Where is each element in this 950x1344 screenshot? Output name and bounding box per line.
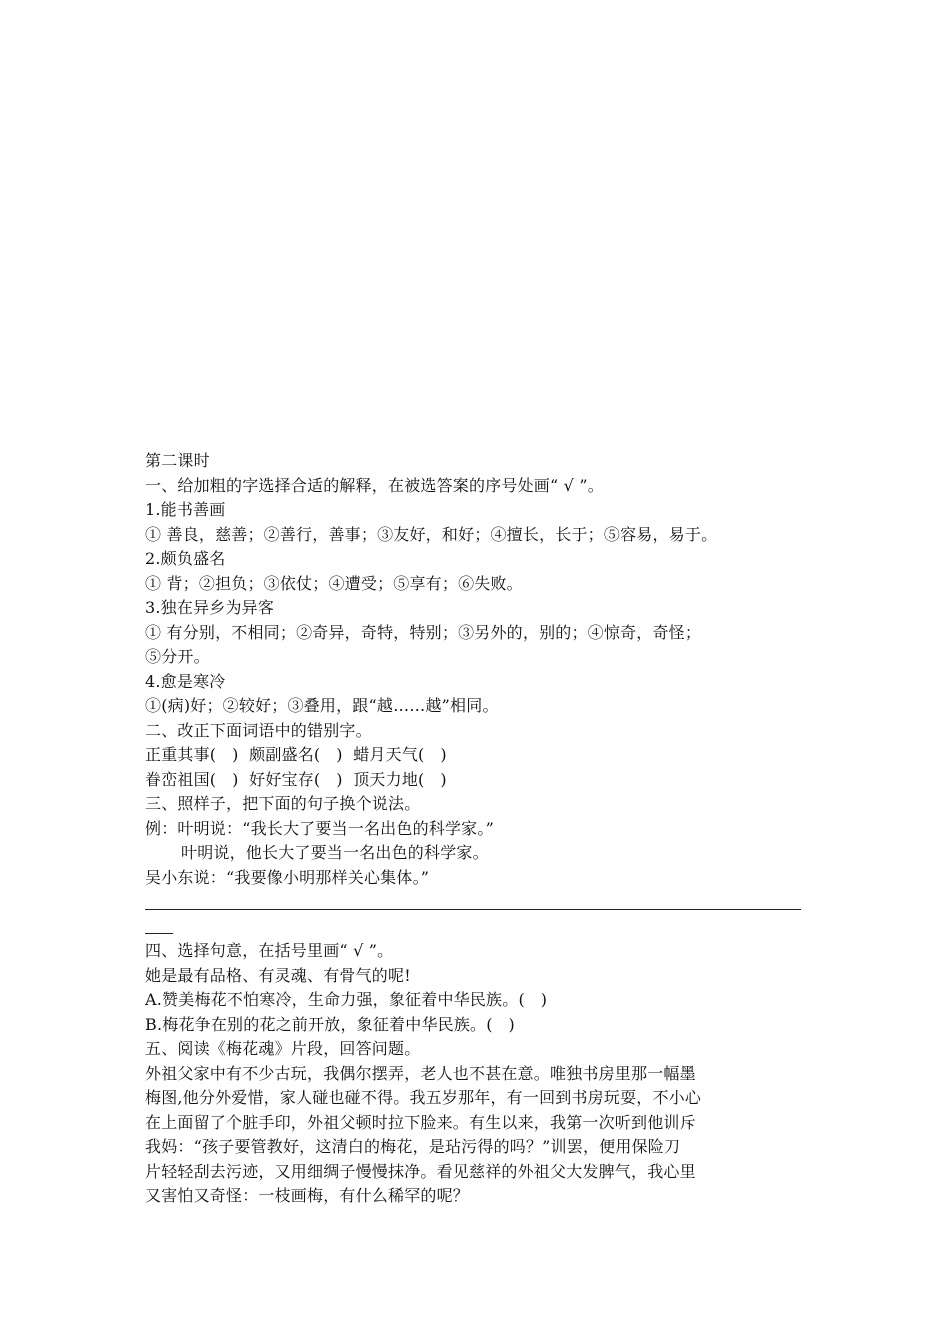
passage-line: 片轻轻刮去污迹，又用细绸子慢慢抹净。看见慈祥的外祖父大发脾气，我心里: [145, 1161, 696, 1181]
section1-item1-options: ① 善良，慈善；②善行，善事；③友好，和好；④擅长，长于；⑤容易，易于。: [145, 524, 718, 544]
answer-rule: [145, 909, 801, 910]
section2-row2: 眷峦祖国( ) 好好宝存( ) 顶天力地( ): [145, 769, 447, 789]
section1-item2-word: 2.颇负盛名: [145, 549, 226, 568]
section4-heading: 四、选择句意，在括号里画“ √ ”。: [145, 941, 394, 960]
passage-line: 又害怕又奇怪：一枝画梅，有什么稀罕的呢？: [145, 1186, 470, 1205]
section1-item4-word: 4.愈是寒冷: [145, 671, 226, 691]
section3-example-answer: 叶明说，他长大了要当一名出色的科学家。: [181, 843, 489, 862]
section1-item3-word: 3.独在异乡为异客: [145, 598, 275, 617]
passage-line: 在上面留了个脏手印，外祖父顿时拉下脸来。有生以来，我第一次听到他训斥: [145, 1112, 696, 1132]
section2-heading: 二、改正下面词语中的错别字。: [145, 720, 372, 740]
answer-line[interactable]: [145, 890, 825, 915]
passage-line: 我妈：“孩子要管教好，这清白的梅花，是玷污得的吗？”训罢，便用保险刀: [145, 1137, 681, 1156]
section1-item3-options: ① 有分别，不相同；②奇异，奇特，特别；③另外的，别的；④惊奇，奇怪；: [145, 622, 702, 642]
section1-item2-options: ① 背；②担负；③依仗；④遭受；⑤享有；⑥失败。: [145, 573, 523, 593]
section4-option-b: B.梅花争在别的花之前开放，象征着中华民族。( ): [145, 1014, 515, 1034]
worksheet: [145, 449, 825, 1209]
section1-item4-options: ①(病)好；②较好；③叠用，跟“越……越”相同。: [145, 696, 499, 715]
section5-heading: 五、阅读《梅花魂》片段，回答问题。: [145, 1039, 421, 1058]
section1-heading: 一、给加粗的字选择合适的解释，在被选答案的序号处画“ √ ”。: [145, 475, 604, 495]
answer-rule-short: [145, 933, 173, 934]
section1-item1-word: 1.能书善画: [145, 500, 226, 519]
section3-question: 吴小东说：“我要像小明那样关心集体。”: [145, 867, 430, 887]
answer-line-cont[interactable]: [145, 915, 825, 940]
section1-item3-options-cont: ⑤分开。: [145, 647, 210, 666]
section3-heading: 三、照样子，把下面的句子换个说法。: [145, 794, 421, 813]
lesson-title: 第二课时: [145, 451, 210, 470]
section4-option-a: A.赞美梅花不怕寒冷，生命力强，象征着中华民族。( ): [145, 990, 548, 1009]
section3-example-question: 例：叶明说：“我长大了要当一名出色的科学家。”: [145, 818, 494, 838]
passage-line: 梅图,他分外爱惜，家人碰也碰不得。我五岁那年，有一回到书房玩耍，不小心: [145, 1088, 702, 1107]
section2-row1: 正重其事( ) 颇副盛名( ) 蜡月天气( ): [145, 745, 447, 764]
passage-line: 外祖父家中有不少古玩，我偶尔摆弄，老人也不甚在意。唯独书房里那一幅墨: [145, 1063, 696, 1083]
section4-sentence: 她是最有品格、有灵魂、有骨气的呢!: [145, 965, 411, 985]
